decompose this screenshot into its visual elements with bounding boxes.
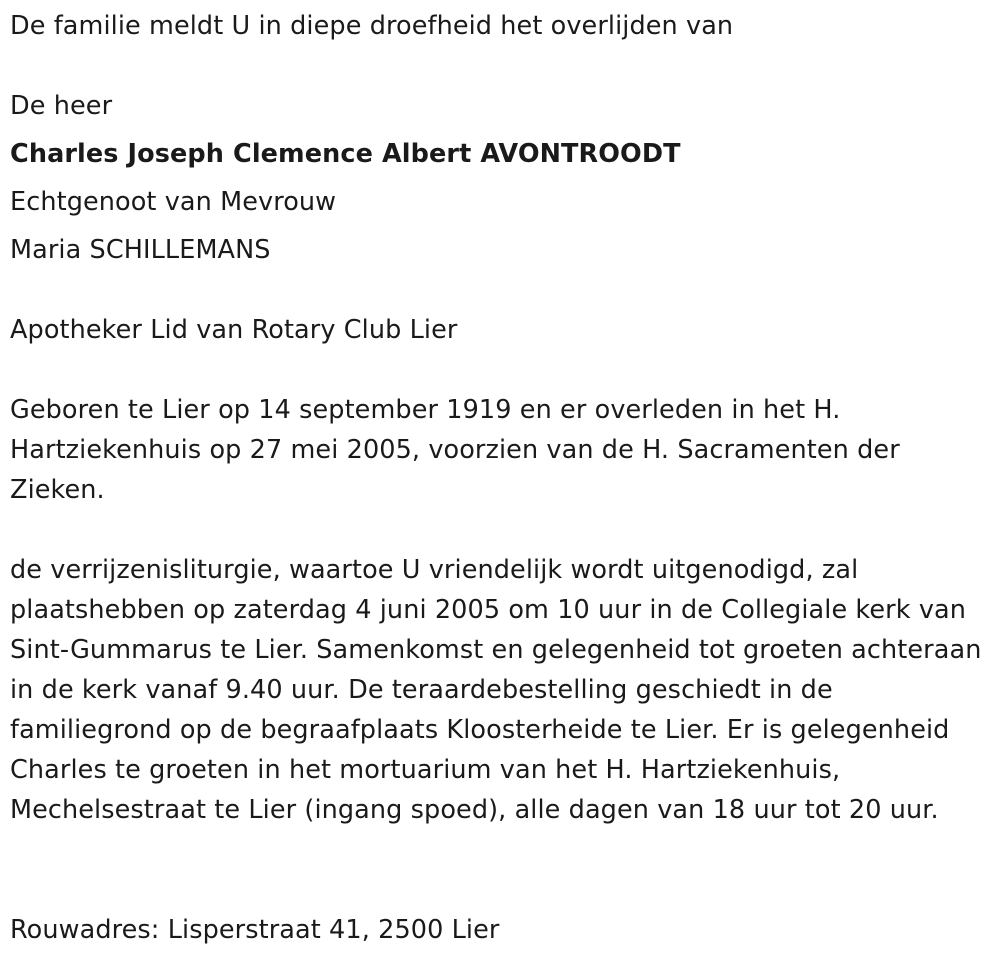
salutation: De heer bbox=[10, 91, 113, 121]
profession: Apotheker Lid van Rotary Club Lier bbox=[10, 315, 458, 345]
spouse-name: Maria SCHILLEMANS bbox=[10, 235, 271, 265]
ceremony-paragraph: de verrijzenisliturgie, waartoe U vriendelijk wordt uitgenodigd, zal plaatshebben op zaterdag 4 juni 2005 om 10 uur in de Collegiale kerk van Sint-Gummarus te Lier. Samenkomst en gelegenheid tot groeten achteraan in de kerk vanaf 9.40 uur. De teraardebestelling geschiedt in de familiegrond op de begraafplaats Kloosterheide te Lier. Er is gelegenheid Charles te groeten in het mortuarium van het H. Hartziekenhuis, Mechelsestraat te Lier (ingang spoed), alle dagen van 18 uur tot 20 uur. bbox=[10, 555, 982, 825]
spouse-label: Echtgenoot van Mevrouw bbox=[10, 187, 337, 217]
birth-death-paragraph: Geboren te Lier op 14 september 1919 en er overleden in het H. Hartziekenhuis op 27 mei 2005, voorzien van de H. Sacramenten der Zieken. bbox=[10, 395, 900, 505]
intro-text: De familie meldt U in diepe droefheid het overlijden van bbox=[10, 11, 734, 41]
mourning-address: Rouwadres: Lisperstraat 41, 2500 Lier bbox=[10, 915, 500, 945]
deceased-name: Charles Joseph Clemence Albert AVONTROODT bbox=[10, 139, 681, 169]
